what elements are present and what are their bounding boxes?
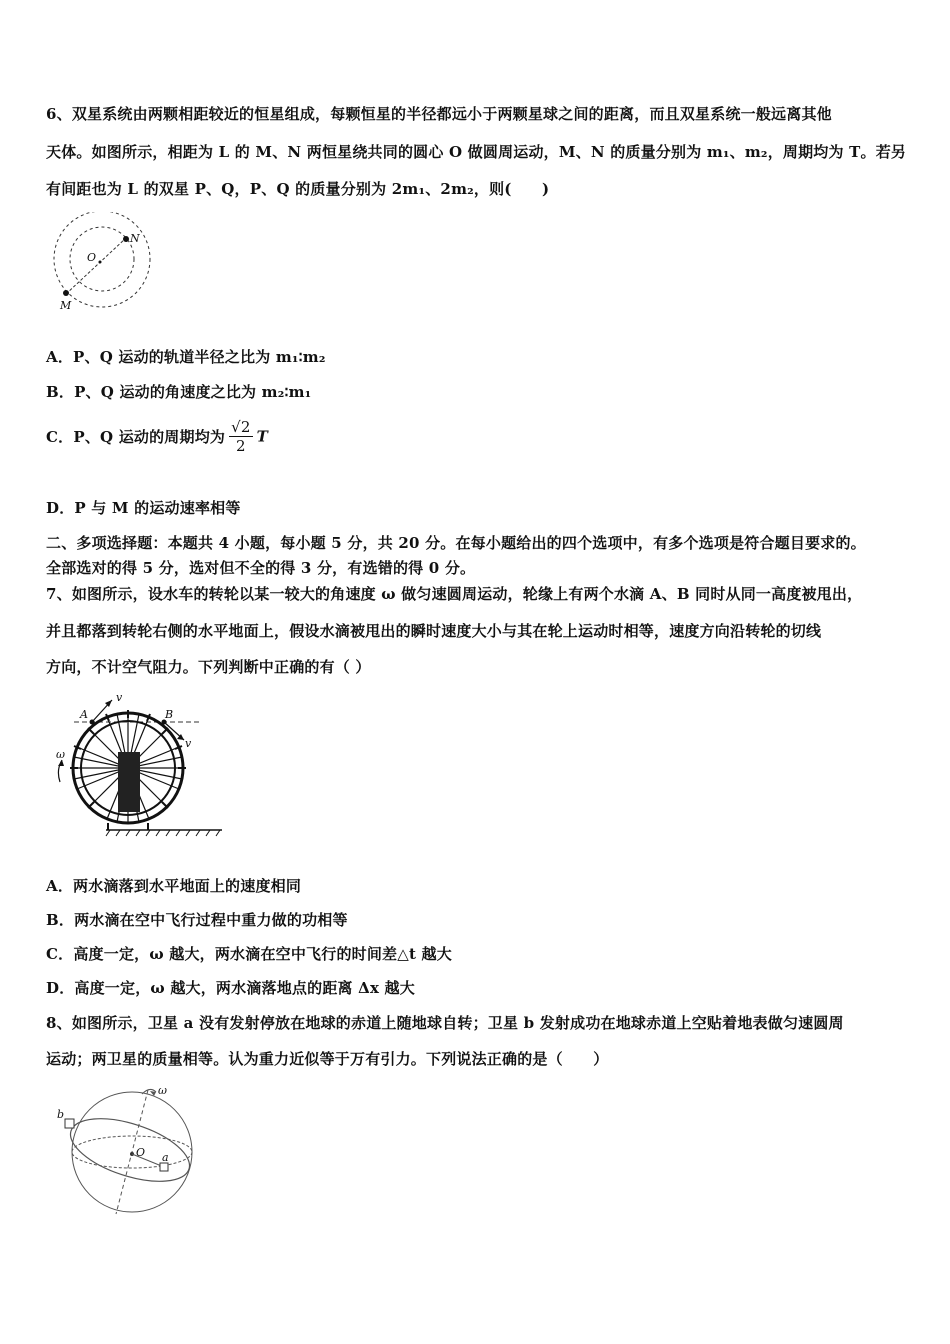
label-omega: ω — [56, 748, 65, 761]
q6-option-b: B．P、Q 运动的角速度之比为 m₂∶m₁ — [46, 383, 312, 401]
q7-stem-line-1: 7、如图所示，设水车的转轮以某一较大的角速度 ω 做匀速圆周运动，轮缘上有两个水滴 A、B 同时从同一高度被甩出， — [46, 585, 863, 603]
q6-option-c-prefix: C．P、Q 运动的周期均为 — [46, 428, 226, 446]
fraction-numerator: √2 — [231, 418, 251, 436]
label-n: N — [130, 232, 140, 245]
q7-stem-line-3: 方向，不计空气阻力。下列判断中正确的有（ ） — [46, 658, 371, 676]
label-omega: ω — [158, 1084, 167, 1097]
q6-option-a: A．P、Q 运动的轨道半径之比为 m₁∶m₂ — [46, 348, 326, 366]
center-point — [99, 261, 102, 264]
q6-stem-line-2: 天体。如图所示，相距为 L 的 M、N 两恒星绕共同的圆心 O 做圆周运动，M、N 的质量分别为 m₁、m₂，周期均为 T。若另 — [46, 143, 907, 161]
waterwheel-figure — [50, 690, 225, 840]
q8-stem-line-1: 8、如图所示，卫星 a 没有发射停放在地球的赤道上随地球自转；卫星 b 发射成功在地球赤道上空贴着地表做匀速圆周 — [46, 1014, 844, 1032]
wheel-hub — [118, 752, 140, 812]
connecting-line — [66, 238, 126, 294]
label-m: M — [60, 299, 72, 312]
q7-option-a: A．两水滴落到水平地面上的速度相同 — [46, 877, 302, 895]
q7-option-c: C．高度一定，ω 越大，两水滴在空中飞行的时间差△t 越大 — [46, 945, 452, 963]
star-n — [123, 236, 129, 242]
q7-stem-line-2: 并且都落到转轮右侧的水平地面上，假设水滴被甩出的瞬时速度大小与其在轮上运动时相等，速度方向沿转轮的切线 — [46, 622, 822, 640]
fraction-denominator: 2 — [235, 437, 246, 455]
label-b: b — [57, 1108, 65, 1121]
label-o: O — [136, 1146, 146, 1159]
label-a: A — [80, 708, 88, 721]
q8-stem-line-2: 运动；两卫星的质量相等。认为重力近似等于万有引力。下列说法正确的是（ ） — [46, 1050, 609, 1068]
binary-star-figure — [46, 212, 156, 312]
q6-stem-line-3: 有间距也为 L 的双星 P、Q，P、Q 的质量分别为 2m₁、2m₂，则( ) — [46, 180, 550, 198]
satellite-b — [65, 1119, 74, 1128]
section2-line-2: 全部选对的得 5 分，选对但不全的得 3 分，有选错的得 0 分。 — [46, 559, 476, 577]
q6-option-d: D．P 与 M 的运动速率相等 — [46, 499, 241, 517]
ground-hatch — [106, 830, 220, 836]
label-v-b: v — [185, 737, 192, 750]
q6-option-c-suffix: T — [256, 427, 268, 446]
star-m — [63, 290, 69, 296]
label-v-a: v — [116, 691, 123, 704]
q7-option-d: D．高度一定，ω 越大，两水滴落地点的距离 Δx 越大 — [46, 979, 415, 997]
satellite-a — [160, 1163, 168, 1171]
section2-line-1: 二、多项选择题：本题共 4 小题，每小题 5 分，共 20 分。在每小题给出的四个选项中，有多个选项是符合题目要求的。 — [46, 534, 866, 552]
q6-option-c — [46, 418, 268, 455]
label-o: O — [87, 251, 97, 264]
q7-option-b: B．两水滴在空中飞行过程中重力做的功相等 — [46, 911, 348, 929]
label-b: B — [165, 708, 174, 721]
label-a: a — [162, 1151, 169, 1164]
q6-stem-line-1: 6、双星系统由两颗相距较近的恒星组成，每颗恒星的半径都远小于两颗星球之间的距离，而且双星系统一般远离其他 — [46, 105, 832, 123]
satellite-b-orbit — [63, 1106, 197, 1194]
earth-satellite-figure — [50, 1082, 210, 1217]
fraction — [229, 418, 253, 455]
